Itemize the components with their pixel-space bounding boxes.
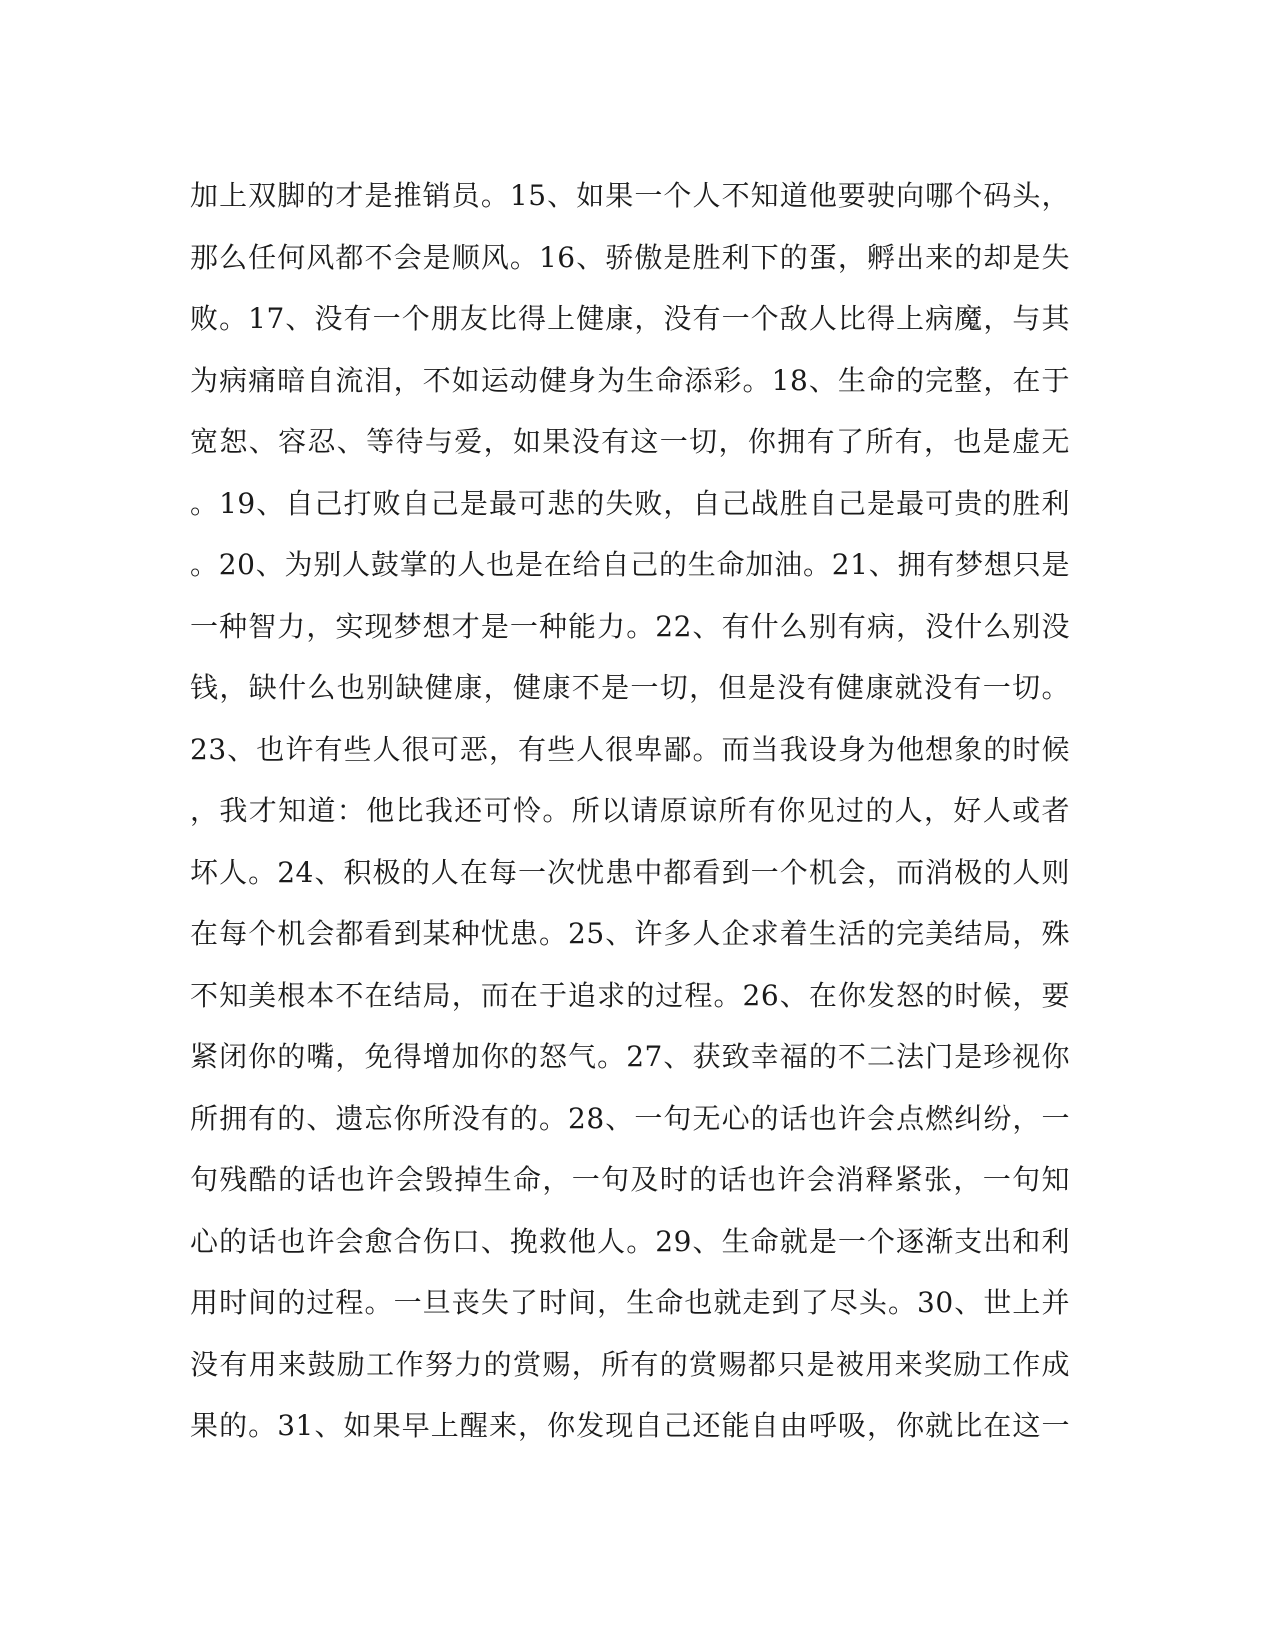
text-line: 心的话也许会愈合伤口、挽救他人。29、生命就是一个逐渐支出和利 (190, 1224, 1070, 1258)
text-line: 宽恕、容忍、等待与爱，如果没有这一切，你拥有了所有，也是虚无 (190, 425, 1070, 458)
text-line: 败。17、没有一个朋友比得上健康，没有一个敌人比得上病魔，与其 (190, 302, 1070, 335)
text-line: 不知美根本不在结局，而在于追求的过程。26、在你发怒的时候，要 (190, 978, 1070, 1012)
text-line: 没有用来鼓励工作努力的赏赐，所有的赏赐都只是被用来奖励工作成 (190, 1347, 1070, 1381)
text-line: 。19、自己打败自己是最可悲的失败，自己战胜自己是最可贵的胜利 (190, 486, 1070, 520)
body-text (190, 165, 1070, 1457)
text-line: 在每个机会都看到某种忧患。25、许多人企求着生活的完美结局，殊 (190, 917, 1070, 950)
text-line: 坏人。24、积极的人在每一次忧患中都看到一个机会，而消极的人则 (190, 855, 1070, 889)
text-line: ，我才知道：他比我还可怜。所以请原谅所有你见过的人，好人或者 (190, 794, 1070, 827)
text-line: 所拥有的、遗忘你所没有的。28、一句无心的话也许会点燃纠纷，一 (190, 1101, 1070, 1135)
text-line: 一种智力，实现梦想才是一种能力。22、有什么别有病，没什么别没 (190, 609, 1070, 643)
text-line: 那么任何风都不会是顺风。16、骄傲是胜利下的蛋，孵出来的却是失 (190, 240, 1070, 274)
text-line: 加上双脚的才是推销员。15、如果一个人不知道他要驶向哪个码头， (190, 179, 1070, 212)
text-line: 23、也许有些人很可恶，有些人很卑鄙。而当我设身为他想象的时候 (190, 732, 1070, 766)
text-line: 为病痛暗自流泪，不如运动健身为生命添彩。18、生命的完整，在于 (190, 363, 1070, 397)
text-line: 句残酷的话也许会毁掉生命，一句及时的话也许会消释紧张，一句知 (190, 1163, 1070, 1196)
text-line: 紧闭你的嘴，免得增加你的怒气。27、获致幸福的不二法门是珍视你 (190, 1040, 1070, 1073)
text-line: 果的。31、如果早上醒来，你发现自己还能自由呼吸，你就比在这一 (190, 1409, 1070, 1442)
text-line: 用时间的过程。一旦丧失了时间，生命也就走到了尽头。30、世上并 (190, 1286, 1070, 1319)
text-line: 。20、为别人鼓掌的人也是在给自己的生命加油。21、拥有梦想只是 (190, 548, 1070, 581)
text-line: 钱，缺什么也别缺健康，健康不是一切，但是没有健康就没有一切。 (190, 671, 1070, 704)
